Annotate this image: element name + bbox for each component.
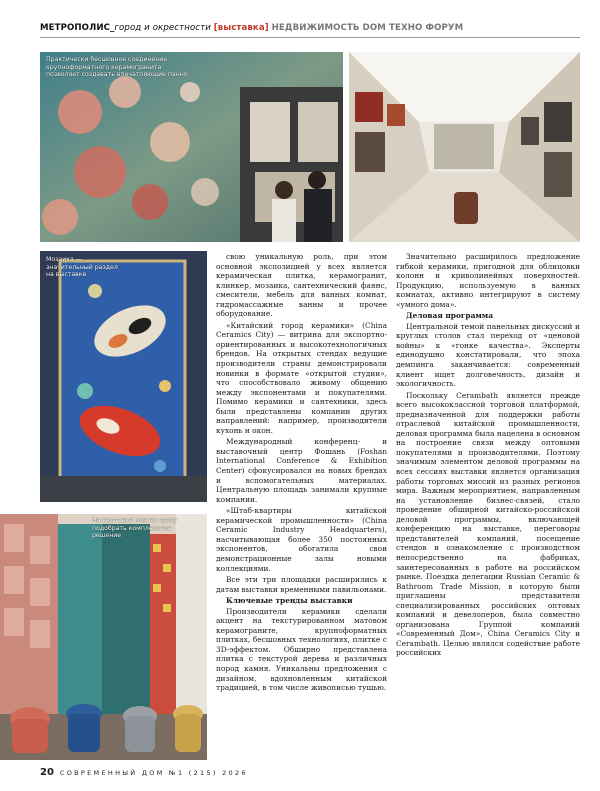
running-header [40,20,580,36]
footer [40,763,248,777]
page-number: 20 [40,767,54,778]
section-heading: Ключевые тренды выставки [226,596,353,606]
caption-photo4: На выставке можно сразу подобрать комплексное решение [92,517,177,540]
header-divider [40,37,580,38]
photo-mosaic-koi [40,251,207,502]
paragraph: Международный конференц- и выставочный центр Фошань (Foshan International Conference & Exhibition Center) сфокусировался на новых брендах и вспомогательных материалах. Центральную площадь занимали крупные компании. [216,437,387,504]
text-column-2 [396,252,580,660]
section-heading: Деловая программа [406,311,493,321]
paragraph: свою уникальную роль, при этом основной экспозицией у всех является керамическая плитка, керамогранит, клинкер, мозаика, сантехнический фаянс, смесители, мебель для ванных комнат, гидромассажные ванны и прочее оборудование. [216,252,387,319]
paragraph: «Китайский город керамики» (China Ceramics City) — витрина для экспортно-ориентированных и высокотехнологичных брендов. На открытых стендах ведущие производители страны демонстрировали новинки в формате «открытой студии», что способствовало живому общению между экспонентами и покупателями. Помимо керамики и сантехники, здесь были представлены компании других направлений: например, производители кухонь и окон. [216,320,387,435]
header-brand: МЕТРОПОЛИС_ [40,23,115,33]
paragraph: Производители керамики сделали акцент на текстурированном матовом керамограните, крупноформатных плитках, бесшовных технологиях, плитке с 3D-эффектом. Обширно представлена плитка с текстурой дерева и различных пород камня. Уникальны предложения с дизайном, вдохновленным китайской традицией, в том числе живописью тушью. [216,606,387,693]
header-rubrics: НЕДВИЖИМОСТЬ DOM ТЕХНО ФОРУМ [271,23,464,33]
photo-bathroom-display [0,514,207,760]
photo-floral-panel [40,52,343,242]
paragraph: Поскольку Cerambath является прежде всего высококлассной торговой платформой, предназначенной для поддержки работы отраслевой китайской промышленности, деловая программа была нацелена в основном на построение связи между оптовыми покупателями и производителями. Поэтому значимым элементом деловой программы на всех сессиях выставки является организация работы торговых миссий из разных регионов мира. Важным мероприятием, направленным на установление бизнес-связей, стало проведение обширной китайско-российской деловой программы, включающей конференцию на выставке, переговоры представителей компаний, посещение стендов и ознакомление с производством непосредственно на фабриках, заинтересованных в работе на российском рынке. Поездка делегации Russian Ceramic & Bathroom Trade Mission, в которую были приглашены представители специализированных российских оптовых компаний и девелоперов, была совместно организована Группой компаний «Современный Дом», China Ceramics City и Cerambath. Целью являлся содействие работе российских [396,390,580,658]
photo-showroom-corridor [349,52,580,242]
paragraph: Значительно расширилось предложение гибкой керамики, пригодной для облицовки колонн и криволинейных поверхностей. Продукцию, используемую в ванных комнатах, активно интегрируют в систему «умного дома». [396,252,580,309]
caption-photo3: Мозаика — значительный раздел на выставке [46,256,118,279]
paragraph: «Штаб-квартиры китайской керамической промышленности» (China Ceramic Industry Headquarters), насчитывающая более 350 постоянных экспонентов, обогатила свои демонстрационные залы новыми коллекциями. [216,506,387,573]
caption-photo1: Практически бесшовное соединение крупноформатного керамогранита позволяет создавать впечатляющие панно [46,56,188,79]
header-tagline: город и окрестности [114,23,211,33]
magazine-issue: СОВРЕМЕННЫЙ ДОМ №1 (215) 2026 [59,769,248,777]
paragraph: Центральной темой панельных дискуссий и круглых столов стал переход от «ценовой войны» к «гонке качества». Эксперты единодушно констатировали, что эпоха демпинга заканчивается: современный клиент ищет долговечность, дизайн и экологичность. [396,321,580,389]
paragraph: Все эти три площадки расширились к датам выставки временными павильонами. [216,575,387,594]
text-column-1 [216,252,387,695]
header-section: [выставка] [213,23,269,33]
